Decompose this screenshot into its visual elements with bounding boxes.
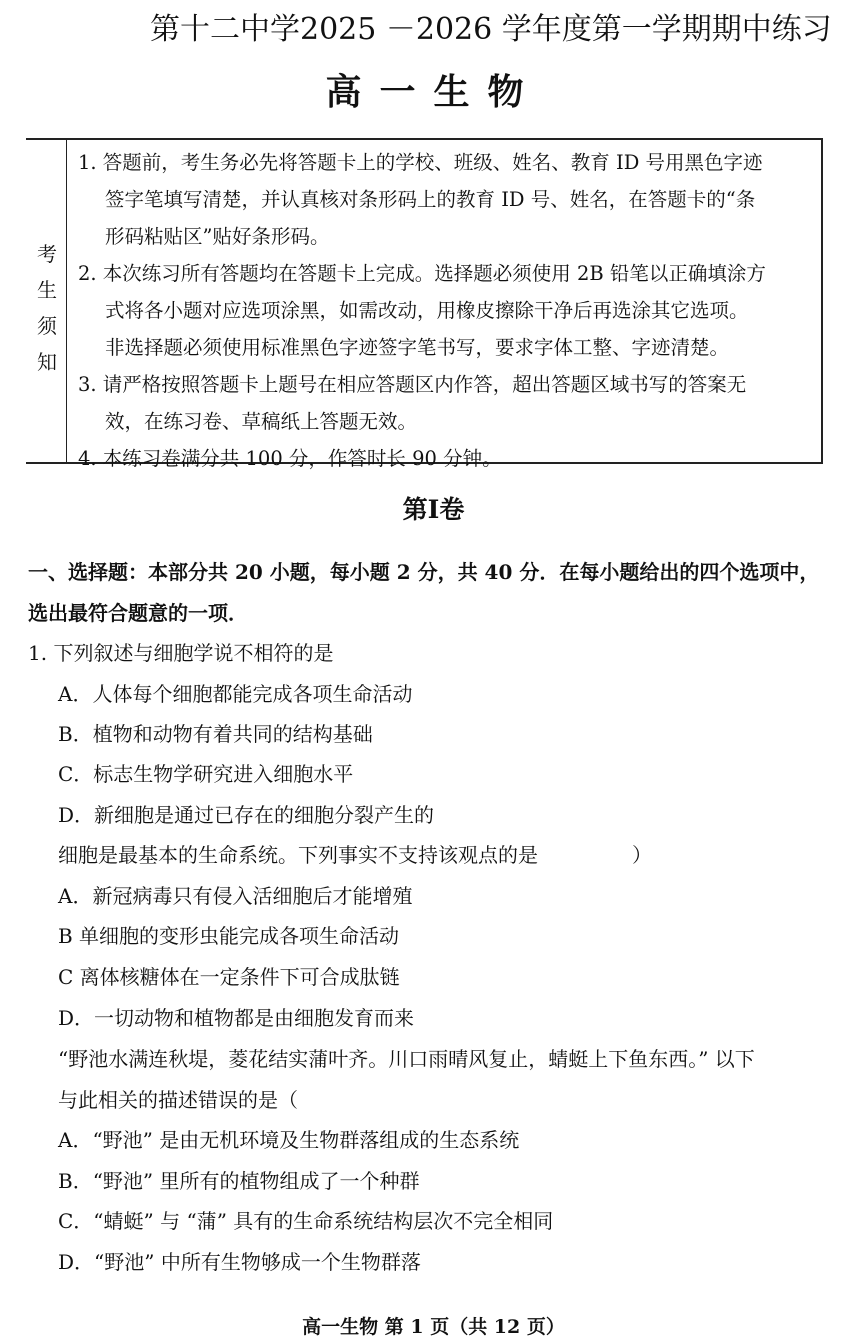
question-2-option-a: A．新冠病毒只有侵入活细胞后才能增殖	[58, 884, 413, 908]
question-1-option-c: C．标志生物学研究进入细胞水平	[58, 762, 354, 786]
notice-line: 效，在练习卷、草稿纸上答题无效。	[105, 410, 418, 433]
candidate-notice-box	[26, 138, 823, 470]
volume-title: 第Ⅰ卷	[402, 495, 465, 524]
question-2-option-b: B 单细胞的变形虫能完成各项生命活动	[58, 924, 400, 948]
question-2-option-c: C 离体核糖体在一定条件下可合成肽链	[58, 965, 400, 989]
page-footer: 高一生物 第 1 页（共 12 页）	[302, 1316, 565, 1338]
question-1-stem: 1. 下列叙述与细胞学说不相符的是	[28, 641, 334, 665]
section-heading-cont: 选出最符合题意的一项．	[28, 601, 248, 625]
notice-line: 形码粘贴区”贴好条形码。	[105, 225, 330, 248]
notice-label-char: 生	[37, 278, 57, 302]
subject-title: 高一生物	[325, 71, 542, 113]
question-3-stem: “野池水满连秋堤，菱花结实蒲叶齐。川口雨晴风复止，蜻蜓上下鱼东西。” 以下	[58, 1047, 755, 1071]
section-heading: 一、选择题：本部分共 20 小题，每小题 2 分，共 40 分．在每小题给出的四个选项中，	[28, 560, 820, 584]
school-exam-title: 第十二中学2025 －2026 学年度第一学期期中练习	[150, 12, 832, 47]
question-1-option-a: A．人体每个细胞都能完成各项生命活动	[58, 682, 413, 706]
notice-line: 式将各小题对应选项涂黑，如需改动，用橡皮擦除干净后再选涂其它选项。	[105, 299, 749, 322]
question-3-option-a: A．“野池” 是由无机环境及生物群落组成的生态系统	[58, 1128, 520, 1152]
question-2-stem: 细胞是最基本的生命系统。下列事实不支持该观点的是	[58, 843, 538, 867]
question-2-option-d: D．一切动物和植物都是由细胞发育而来	[58, 1006, 415, 1030]
notice-label-char: 须	[37, 314, 57, 338]
notice-body	[78, 144, 818, 477]
notice-line: 4. 本练习卷满分共 100 分，作答时长 90 分钟。	[78, 447, 502, 470]
question-3-option-c: C．“蜻蜓” 与 “蒲” 具有的生命系统结构层次不完全相同	[58, 1209, 554, 1233]
question-1-option-b: B．植物和动物有着共同的结构基础	[58, 722, 373, 746]
question-3-option-b: B．“野池” 里所有的植物组成了一个种群	[58, 1169, 420, 1193]
notice-line: 2. 本次练习所有答题均在答题卡上完成。选择题必须使用 2B 铅笔以正确填涂方	[78, 262, 766, 285]
notice-label-column	[26, 140, 67, 462]
notice-line: 3. 请严格按照答题卡上题号在相应答题区内作答，超出答题区域书写的答案无	[78, 373, 747, 396]
notice-label-char: 知	[37, 350, 57, 374]
question-3-option-d: D．“野池” 中所有生物够成一个生物群落	[58, 1250, 421, 1274]
notice-label-char: 考	[37, 242, 57, 266]
notice-line: 非选择题必须使用标准黑色字迹签字笔书写，要求字体工整、字迹清楚。	[105, 336, 730, 359]
question-1-option-d: D．新细胞是通过已存在的细胞分裂产生的	[58, 803, 435, 827]
notice-line: 签字笔填写清楚，并认真核对条形码上的教育 ID 号、姓名，在答题卡的“条	[105, 188, 756, 211]
question-2-paren: ）	[632, 843, 652, 867]
question-3-stem-cont: 与此相关的描述错误的是（	[58, 1088, 298, 1112]
notice-line: 1. 答题前，考生务必先将答题卡上的学校、班级、姓名、教育 ID 号用黑色字迹	[78, 151, 763, 174]
